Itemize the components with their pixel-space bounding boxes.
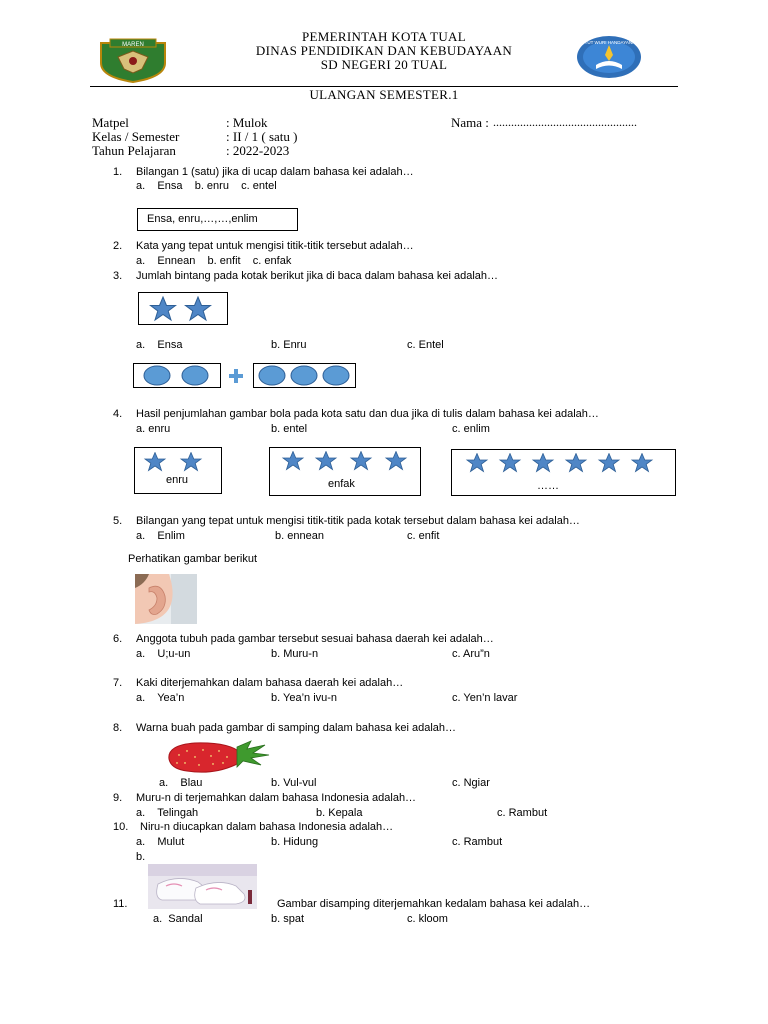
nama-value[interactable]: ................................................ — [493, 115, 637, 129]
header-line-3: SD NEGERI 20 TUAL — [320, 57, 448, 72]
question-8-option-a: a. Blau — [159, 777, 203, 789]
star-icon — [145, 453, 165, 471]
question-5-option-b: b. ennean — [275, 530, 324, 542]
star-box-1 — [134, 447, 222, 494]
ball-box-2 — [253, 363, 356, 388]
kelas-value: : II / 1 ( satu ) — [226, 129, 298, 144]
star-box-3-label: …… — [537, 480, 559, 492]
tahun-value: : 2022-2023 — [226, 143, 290, 158]
star-box-3 — [451, 449, 676, 496]
question-4-text: Hasil penjumlahan gambar bola pada kota satu dan dua jika di tulis dalam bahasa kei adalah… — [136, 408, 599, 420]
plus-icon — [228, 368, 244, 384]
question-8-option-c: c. Ngiar — [452, 777, 490, 789]
star-icon — [533, 454, 553, 472]
star-icon — [186, 297, 211, 320]
star-box-2-label: enfak — [328, 478, 355, 490]
question-11-number: 11. — [113, 898, 128, 910]
question-9-option-b: b. Kepala — [316, 807, 363, 819]
question-11-option-b: b. spat — [271, 913, 305, 925]
ball-icon — [182, 366, 208, 385]
question-8-text: Warna buah pada gambar di samping dalam bahasa kei adalah… — [136, 722, 457, 734]
strawberry-photo — [165, 737, 270, 775]
question-10-number: 10. — [113, 821, 129, 833]
star-icon — [632, 454, 652, 472]
matpel-value: : Mulok — [226, 115, 268, 130]
question-9-number: 9. — [113, 792, 123, 804]
question-3-option-c: c. Entel — [407, 339, 444, 351]
question-6-option-a: a. U;u-un — [136, 648, 191, 660]
question-6-option-c: c. Aru”n — [452, 648, 490, 660]
question-10-extra: b. — [136, 851, 146, 863]
question-9-option-c: c. Rambut — [497, 807, 548, 819]
question-2-options: a. Ennean b. enfit c. enfak — [136, 255, 292, 267]
tahun-label: Tahun Pelajaran — [92, 143, 176, 158]
question-7-number: 7. — [113, 677, 123, 689]
question-11-option-a: a. Sandal — [153, 913, 203, 925]
ball-icon — [259, 366, 285, 385]
question-2-text: Kata yang tepat untuk mengisi titik-titik tersebut adalah… — [136, 240, 414, 252]
question-10-option-a: a. Mulut — [136, 836, 185, 848]
question-5-option-a: a. Enlim — [136, 530, 185, 542]
question-1-text: Bilangan 1 (satu) jika di ucap dalam bahasa kei adalah… — [136, 166, 414, 178]
question-1-box — [137, 208, 298, 231]
star-icon — [181, 453, 201, 471]
question-1-box-text: Ensa, enru,…,…,enlim — [147, 213, 258, 225]
ball-icon — [144, 366, 170, 385]
star-icon — [467, 454, 487, 472]
exam-title: ULANGAN SEMESTER.1 — [309, 87, 459, 102]
question-3-number: 3. — [113, 270, 123, 282]
shoe-photo — [148, 864, 257, 909]
question-7-option-a: a. Yea’n — [136, 692, 185, 704]
question-7-option-b: b. Yea’n ivu-n — [271, 692, 338, 704]
star-icon — [316, 452, 336, 470]
star-icon — [599, 454, 619, 472]
question-7-text: Kaki diterjemahkan dalam bahasa daerah kei adalah… — [136, 677, 404, 689]
star-icon — [283, 452, 303, 470]
question-5-text: Bilangan yang tepat untuk mengisi titik-titik pada kotak tersebut dalam bahasa kei adalah… — [136, 515, 580, 527]
question-3-option-b: b. Enru — [271, 339, 307, 351]
star-icon — [351, 452, 371, 470]
question-4-option-a: a. enru — [136, 423, 171, 435]
question-6-text: Anggota tubuh pada gambar tersebut sesuai bahasa daerah kei adalah… — [136, 633, 494, 645]
header-line-2: DINAS PENDIDIKAN DAN KEBUDAYAAN — [255, 43, 513, 58]
question-2-number: 2. — [113, 240, 123, 252]
star-icon — [500, 454, 520, 472]
question-5-number: 5. — [113, 515, 123, 527]
star-icon — [151, 297, 176, 320]
matpel-label: Matpel — [92, 115, 129, 130]
ball-box-1 — [133, 363, 221, 388]
question-10-option-b: b. Hidung — [271, 836, 319, 848]
question-9-text: Muru-n di terjemahkan dalam bahasa Indonesia adalah… — [136, 792, 417, 804]
star-icon — [566, 454, 586, 472]
nama-label: Nama : — [451, 115, 489, 130]
question-3-star-box — [138, 292, 228, 325]
question-4-option-b: b. entel — [271, 423, 308, 435]
star-box-2 — [269, 447, 421, 496]
question-1-options: a. Ensa b. enru c. entel — [136, 180, 277, 192]
question-1-number: 1. — [113, 166, 123, 178]
star-box-1-label: enru — [166, 474, 189, 486]
right-logo-text: TUT WURI HANDAYANI — [584, 40, 634, 45]
kelas-label: Kelas / Semester — [92, 129, 180, 144]
star-icon — [386, 452, 406, 470]
question-10-option-c: c. Rambut — [452, 836, 503, 848]
question-4-number: 4. — [113, 408, 123, 420]
question-8-option-b: b. Vul-vul — [271, 777, 317, 789]
question-4-option-c: c. enlim — [452, 423, 490, 435]
question-3-text: Jumlah bintang pada kotak berikut jika di baca dalam bahasa kei adalah… — [136, 270, 499, 282]
left-logo-text: MAREN — [122, 42, 144, 48]
ball-icon — [323, 366, 349, 385]
ball-icon — [291, 366, 317, 385]
question-10-text: Niru-n diucapkan dalam bahasa Indonesia adalah… — [140, 821, 394, 833]
question-9-option-a: a. Telingah — [136, 807, 199, 819]
question-11-option-c: c. kloom — [407, 913, 448, 925]
question-11-text: Gambar disamping diterjemahkan kedalam bahasa kei adalah… — [277, 898, 591, 910]
question-6-option-b: b. Muru-n — [271, 648, 319, 660]
question-3-option-a: a. Ensa — [136, 339, 183, 351]
ear-photo — [135, 574, 197, 624]
question-6-number: 6. — [113, 633, 123, 645]
perhatikan-label: Perhatikan gambar berikut — [128, 553, 258, 565]
question-5-option-c: c. enfit — [407, 530, 440, 542]
question-7-option-c: c. Yen’n lavar — [452, 692, 518, 704]
header-line-1: PEMERINTAH KOTA TUAL — [301, 29, 466, 44]
question-8-number: 8. — [113, 722, 123, 734]
